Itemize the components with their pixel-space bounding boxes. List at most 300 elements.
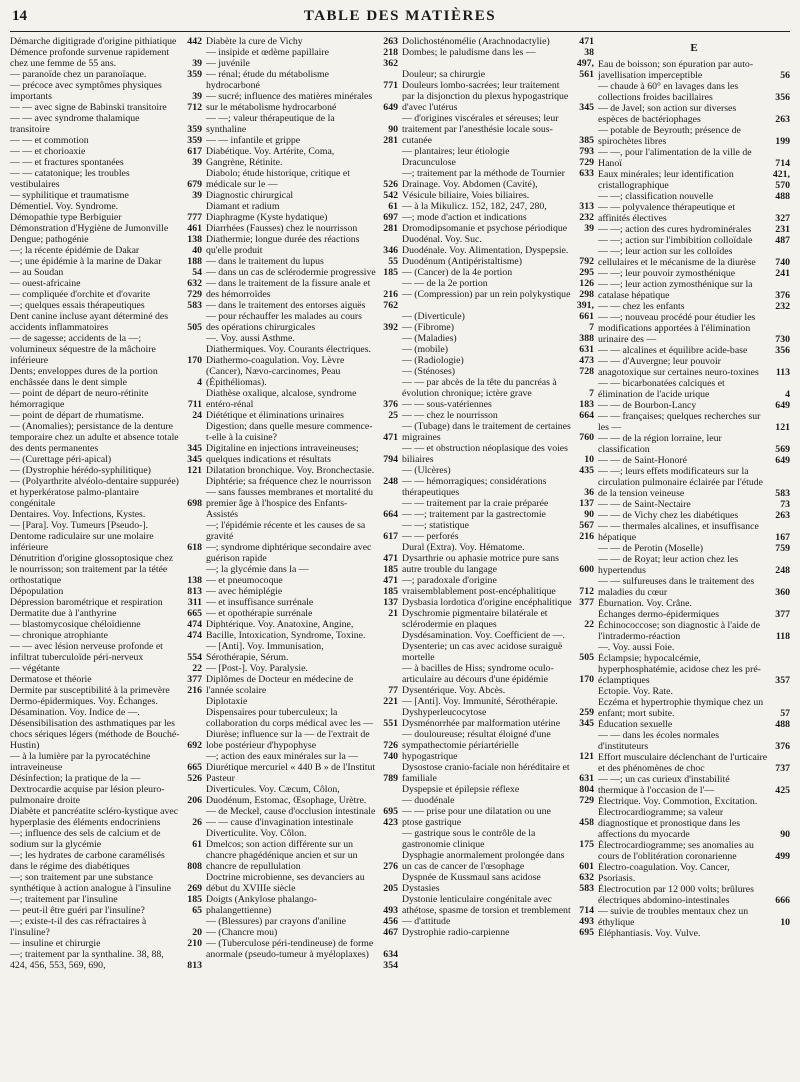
index-entry xyxy=(10,223,202,234)
index-entry xyxy=(206,421,398,443)
entry-text: — peut-il être guéri par l'insuline? xyxy=(10,905,145,916)
entry-text: Diabétique. Voy. Artérite, Coma, Gangrène, Rétinite. xyxy=(206,146,335,168)
entry-text: — à la Mikulicz. 152, 182, 247, 280, xyxy=(402,201,547,212)
index-entry xyxy=(10,685,202,696)
entry-text: — —; action des cures hydrominérales xyxy=(598,224,752,235)
entry-page: 804 xyxy=(579,784,594,795)
entry-page: 39 xyxy=(584,223,594,234)
entry-page: 218 xyxy=(383,47,398,58)
entry-text: — — avec syndrome thalamique transitoire xyxy=(10,113,140,135)
entry-text: Éléphantiasis. Voy. Vulve. xyxy=(598,928,701,939)
index-entry xyxy=(402,179,594,201)
index-entry xyxy=(402,806,594,828)
index-entry xyxy=(598,862,790,884)
entry-text: Dyschromie pigmentaire bilatérale et sclérodermie en plaques xyxy=(402,608,548,630)
entry-text: — point de départ de rhumatisme. xyxy=(10,410,144,421)
entry-page: 77 xyxy=(388,685,398,696)
entry-text: Dépopulation xyxy=(10,586,64,597)
entry-page: 793 xyxy=(579,146,594,157)
entry-page: 298 xyxy=(579,289,594,300)
entry-text: — — et obstruction néoplasique des voies biliaires xyxy=(402,443,568,465)
entry-page: 388 xyxy=(579,333,594,344)
entry-text: — —; classification nouvelle xyxy=(598,191,714,202)
index-entry xyxy=(10,113,202,135)
index-entry xyxy=(206,784,398,806)
index-entry xyxy=(206,641,398,663)
entry-page: 20 xyxy=(192,927,202,938)
entry-text: — —; leur pouvoir zymosthénique xyxy=(598,268,736,279)
entry-page: 232 xyxy=(579,212,594,223)
entry-text: Éburnation. Voy. Crâne. xyxy=(598,598,692,609)
entry-text: Eaux minérales; leur identification cristallographique xyxy=(598,169,734,191)
entry-page: 493 xyxy=(383,905,398,916)
entry-page: 664 xyxy=(579,410,594,421)
index-entry xyxy=(402,300,594,322)
index-entry xyxy=(402,828,594,850)
index-entry xyxy=(598,653,790,686)
entry-page: 456 xyxy=(383,916,398,927)
index-entry xyxy=(598,356,790,378)
entry-page: 121 xyxy=(187,465,202,476)
entry-text: Dermo-épidermiques. Voy. Échanges. xyxy=(10,696,158,707)
index-entry xyxy=(598,455,790,466)
index-entry xyxy=(10,663,202,674)
entry-page: 729 xyxy=(579,795,594,806)
index-entry xyxy=(598,620,790,642)
entry-page: 248 xyxy=(383,476,398,487)
entry-page: 467 xyxy=(383,927,398,938)
index-entry xyxy=(598,411,790,433)
entry-page: 695 xyxy=(383,806,398,817)
entry-text: —; une épidémie à la marine de Dakar xyxy=(10,256,162,267)
entry-text: Diurèse; influence sur la — de l'extrait de lobe postérieur d'hypophyse xyxy=(206,729,370,751)
index-entry xyxy=(10,641,202,663)
index-entry xyxy=(10,520,202,531)
entry-text: Éducation sexuelle xyxy=(598,719,673,730)
entry-page: 113 xyxy=(775,367,790,378)
entry-page: 313 xyxy=(579,201,594,212)
index-entry xyxy=(402,355,594,366)
index-entry xyxy=(598,796,790,807)
entry-text: — et insuffisance surrénale xyxy=(206,597,314,608)
entry-page: 792 xyxy=(579,256,594,267)
index-entry xyxy=(598,840,790,862)
entry-page: 21 xyxy=(388,608,398,619)
entry-text: Dent canine incluse ayant déterminé des accidents inflammatoires xyxy=(10,311,169,333)
index-entry xyxy=(402,289,594,300)
entry-text: — d'origines viscérales et séreuses; leur traitement par l'anesthésie locale sous-cutanée xyxy=(402,113,559,146)
entry-page: 649 xyxy=(775,455,790,466)
entry-text: — suivie de troubles mentaux chez un éthylique xyxy=(598,906,749,928)
entry-text: Diverticules. Voy. Cæcum, Côlon, Duodénum, Estomac, Œsophage, Urètre. xyxy=(206,784,367,806)
entry-text: Dentome radiculaire sur une molaire inférieure xyxy=(10,531,154,553)
index-entry xyxy=(206,674,398,696)
entry-text: —; syndrome diphtérique secondaire avec guérison rapide xyxy=(206,542,372,564)
entry-text: — — de Royat; leur action chez les hypertendus xyxy=(598,554,739,576)
entry-text: Digestion; dans quelle mesure commence-t-elle à la cuisine? xyxy=(206,421,373,443)
index-entry xyxy=(598,730,790,752)
index-entry xyxy=(206,278,398,300)
index-entry xyxy=(10,916,202,938)
index-entry xyxy=(206,135,398,146)
entry-page: 170 xyxy=(187,355,202,366)
entry-text: — —; leur action sur les colloïdes cellulaires et le mécanisme de la diurèse xyxy=(598,246,756,268)
entry-page: 216 xyxy=(579,531,594,542)
entry-text: Dispensaires pour tuberculeux; la collaboration du corps médical avec les — xyxy=(206,707,374,729)
index-entry xyxy=(10,509,202,520)
entry-text: — — perforés xyxy=(402,531,459,542)
entry-page: 360 xyxy=(775,587,790,598)
entry-page: 583 xyxy=(775,488,790,499)
entry-page: 54 xyxy=(192,267,202,278)
index-entry xyxy=(206,828,398,839)
entry-text: — — de Saint-Honoré xyxy=(598,455,687,466)
index-entry xyxy=(10,630,202,641)
index-entry xyxy=(10,410,202,421)
index-entry xyxy=(402,377,594,399)
entry-text: — d'attitude xyxy=(402,916,451,927)
entry-text: — végétante xyxy=(10,663,60,674)
index-entry xyxy=(10,201,202,212)
entry-text: — (Diverticule) xyxy=(402,311,465,322)
index-entry xyxy=(206,311,398,333)
entry-page: 359 xyxy=(187,135,202,146)
index-entry xyxy=(402,366,594,377)
entry-page: 4 xyxy=(197,377,202,388)
entry-text: — — de la région lorraine, leur classification xyxy=(598,433,722,455)
entry-page: 632 xyxy=(187,278,202,289)
entry-text: — — dans les écoles normales d'instituteurs xyxy=(598,730,720,752)
entry-text: — [Anti]. Voy. Immunité, Sérothérapie. xyxy=(402,696,558,707)
index-entry xyxy=(402,498,594,509)
index-entry xyxy=(10,388,202,410)
entry-page: 25 xyxy=(388,410,398,421)
entry-text: Dents; enveloppes dures de la portion enchâssée dans le dent simple xyxy=(10,366,158,388)
index-entry xyxy=(10,773,202,784)
index-entry xyxy=(598,312,790,345)
entry-page: 183 xyxy=(579,399,594,410)
entry-page: 423 xyxy=(383,817,398,828)
entry-page: 40 xyxy=(192,245,202,256)
index-entry xyxy=(598,103,790,125)
entry-page: 138 xyxy=(187,234,202,245)
entry-page: 121 xyxy=(579,751,594,762)
entry-text: — à bacilles de Hiss; syndrome oculo-articulaire au décours d'une épidémie xyxy=(402,663,554,685)
entry-text: — — et fractures spontanées xyxy=(10,157,124,168)
entry-page: 777 xyxy=(187,212,202,223)
entry-text: Duodénum (Antipéristaltisme) xyxy=(402,256,522,267)
entry-text: — — alcalines et équilibre acide-base xyxy=(598,345,748,356)
entry-text: Diathermie; longue durée des réactions qu'elle produit xyxy=(206,234,360,256)
index-columns xyxy=(10,36,790,1076)
index-entry xyxy=(402,58,594,80)
entry-text: Échinococcose; son diagnostic à l'aide de l'intradermo-réaction xyxy=(598,620,760,642)
entry-page: 600 xyxy=(579,564,594,575)
entry-text: Effort musculaire déclenchant de l'urticaire et des phénomènes de choc xyxy=(598,752,768,774)
entry-text: Électrocardiogramme; sa valeur diagnostique et pronostique dans les affections du myocarde xyxy=(598,807,741,840)
entry-text: — sucré; influence des matières minérales sur le métabolisme hydrocarboné xyxy=(206,91,373,113)
index-entry xyxy=(10,366,202,388)
entry-page: 461 xyxy=(187,223,202,234)
entry-page: 421, 570 xyxy=(772,169,790,191)
entry-page: 65 xyxy=(192,905,202,916)
entry-text: —; existe-t-il des cas réfractaires à l'insuline? xyxy=(10,916,147,938)
section-letter: E xyxy=(690,42,698,54)
entry-text: Diathèse oxalique, alcalose, syndrome entéro-rénal xyxy=(206,388,357,410)
index-entry xyxy=(10,421,202,454)
entry-text: — — et commotion xyxy=(10,135,89,146)
entry-text: Diplotaxie xyxy=(206,696,248,707)
entry-text: Dysenterie; un cas avec acidose suraiguë mortelle xyxy=(402,641,563,663)
entry-text: Diaphragme (Kyste hydatique) xyxy=(206,212,328,223)
entry-page: 633 xyxy=(579,168,594,179)
entry-text: Dysarthrie ou aphasie motrice pure sans autre trouble du langage xyxy=(402,553,559,575)
entry-page: 664 xyxy=(383,509,398,520)
entry-text: Démentiel. Voy. Syndrome. xyxy=(10,201,119,212)
entry-page: 808 xyxy=(187,861,202,872)
entry-page: 376 xyxy=(775,290,790,301)
index-entry xyxy=(206,91,398,113)
entry-page: 392 xyxy=(383,322,398,333)
entry-text: — ouest-africaine xyxy=(10,278,81,289)
entry-page: 346 xyxy=(383,245,398,256)
entry-text: Douleurs lombo-sacrées; leur traitement par la disjonction du plexus hypogastrique d'avec l'utérus xyxy=(402,80,569,113)
entry-text: — et opothérapie surrénale xyxy=(206,608,313,619)
index-entry xyxy=(206,355,398,388)
entry-page: 7 xyxy=(589,322,594,333)
entry-page: 345 xyxy=(579,718,594,729)
entry-text: Dilatation bronchique. Voy. Bronchectasie. xyxy=(206,465,375,476)
entry-page: 471 xyxy=(383,575,398,586)
index-entry xyxy=(402,718,594,729)
entry-text: Doctrine microbienne, ses devanciers au début du XVIIIe siècle xyxy=(206,872,365,894)
entry-text: — dans le traitement du lupus xyxy=(206,256,324,267)
index-entry xyxy=(206,113,398,135)
index-entry xyxy=(206,58,398,69)
entry-text: — insipide et œdème papillaire xyxy=(206,47,329,58)
entry-page: 471 xyxy=(579,36,594,47)
index-entry xyxy=(598,697,790,719)
entry-text: Dermatose et théorie xyxy=(10,674,92,685)
index-entry xyxy=(402,443,594,465)
index-entry xyxy=(10,905,202,916)
entry-page: 281 xyxy=(383,223,398,234)
index-entry xyxy=(206,168,398,190)
entry-page: 499 xyxy=(775,851,790,862)
index-entry xyxy=(10,586,202,597)
entry-text: Diabète la cure de Vichy xyxy=(206,36,303,47)
entry-page: 10 xyxy=(780,917,790,928)
index-entry xyxy=(402,927,594,938)
entry-page: 359 xyxy=(187,69,202,80)
entry-page: 631 xyxy=(579,344,594,355)
entry-text: Duodénal. Voy. Suc. xyxy=(402,234,482,245)
index-entry xyxy=(402,256,594,267)
index-entry xyxy=(10,190,202,201)
index-entry xyxy=(598,191,790,202)
entry-page: 729 xyxy=(187,289,202,300)
index-entry xyxy=(10,476,202,509)
entry-page: 359 xyxy=(187,124,202,135)
page-number: 14 xyxy=(12,8,27,24)
entry-page: 377 xyxy=(187,674,202,685)
entry-page: 712 xyxy=(579,586,594,597)
index-entry xyxy=(206,487,398,520)
entry-text: Eau de boisson; son épuration par auto-javellisation imperceptible xyxy=(598,59,754,81)
entry-text: Dysphagie anormalement prolongée dans un cas de cancer de l'œsophage xyxy=(402,850,565,872)
entry-text: —; l'épidémie récente et les causes de sa gravité xyxy=(206,520,366,542)
entry-text: Électrocution par 12 000 volts; brûlures électriques abdomino-intestinales xyxy=(598,884,754,906)
entry-text: — — infantile et grippe xyxy=(206,135,301,146)
index-entry xyxy=(206,476,398,487)
entry-text: — — cause d'invagination intestinale xyxy=(206,817,354,828)
index-entry xyxy=(402,531,594,542)
entry-text: Éclampsie; hypocalcémie, hyperphosphatémie, acidose chez les pré-éclamptiques xyxy=(598,653,761,686)
entry-text: — (Polyarthrite alvéolo-dentaire suppurée) et hyperkératose palmo-plantaire congénitale xyxy=(10,476,179,509)
index-entry xyxy=(206,575,398,586)
entry-page: 259 xyxy=(579,707,594,718)
entry-page: 711 xyxy=(187,399,202,410)
index-entry xyxy=(10,333,202,366)
entry-text: — paranoïde chez un paranoïaque. xyxy=(10,69,147,80)
index-entry xyxy=(10,949,202,971)
index-entry xyxy=(402,883,594,894)
index-entry xyxy=(10,311,202,333)
index-entry xyxy=(402,850,594,872)
index-entry xyxy=(402,322,594,333)
entry-text: Dystonie lenticulaire congénitale avec athétose, spasme de torsion et tremblement xyxy=(402,894,571,916)
index-entry xyxy=(402,575,594,597)
entry-page: 692 xyxy=(187,740,202,751)
entry-text: — — de Vichy chez les diabétiques xyxy=(598,510,739,521)
entry-text: — [Post-]. Voy. Paralysie. xyxy=(206,663,308,674)
entry-page: 789 xyxy=(383,773,398,784)
entry-page: 4 xyxy=(785,389,790,400)
entry-text: — (mobile) xyxy=(402,344,448,355)
index-entry xyxy=(598,884,790,906)
entry-text: — dans le traitement de la fissure anale et des hémorroïdes xyxy=(206,278,371,300)
entry-page: 10 xyxy=(584,454,594,465)
index-entry xyxy=(206,916,398,927)
entry-page: 55 xyxy=(388,256,398,267)
entry-page: 813 xyxy=(187,960,202,971)
index-entry xyxy=(598,499,790,510)
index-entry xyxy=(402,608,594,630)
entry-page: 385 xyxy=(579,135,594,146)
entry-page: 90 xyxy=(584,509,594,520)
entry-text: — — sulfureuses dans le traitement des maladies du cœur xyxy=(598,576,755,598)
index-entry xyxy=(206,388,398,410)
entry-text: Électro-coagulation. Voy. Cancer, Psoriasis. xyxy=(598,862,730,884)
entry-text: Dépression barométrique et respiration xyxy=(10,597,163,608)
entry-text: — — traitement par la craie préparée xyxy=(402,498,549,509)
entry-text: Dromodipsomanie et psychose périodique xyxy=(402,223,568,234)
entry-text: — —; statistique xyxy=(402,520,469,531)
index-entry xyxy=(598,543,790,554)
index-entry xyxy=(206,443,398,465)
index-entry xyxy=(206,894,398,916)
index-entry xyxy=(402,762,594,784)
entry-text: Dysménorrhée par malformation utérine xyxy=(402,718,561,729)
index-entry xyxy=(598,576,790,598)
index-entry xyxy=(402,685,594,696)
index-entry xyxy=(206,751,398,762)
entry-text: — — de la 2e portion xyxy=(402,278,488,289)
entry-text: Dyshyperleucocytose xyxy=(402,707,487,718)
entry-page: 425 xyxy=(775,785,790,796)
index-entry xyxy=(10,267,202,278)
entry-page: 39 xyxy=(192,58,202,69)
entry-text: Dracunculose xyxy=(402,157,456,168)
entry-text: Dentaires. Voy. Infections, Kystes. xyxy=(10,509,146,520)
entry-text: Diphtérique. Voy. Anatoxine, Angine, Bacille, Intoxication, Syndrome, Toxine. xyxy=(206,619,366,641)
entry-page: 188 xyxy=(187,256,202,267)
entry-text: — — chez le nourrisson xyxy=(402,410,498,421)
index-entry xyxy=(402,201,594,212)
entry-text: — au Soudan xyxy=(10,267,64,278)
index-entry xyxy=(598,169,790,191)
entry-text: Diététique et éliminations urinaires xyxy=(206,410,344,421)
entry-page: 56 xyxy=(780,70,790,81)
index-entry xyxy=(598,202,790,224)
entry-text: — — d'Auvergne; leur pouvoir anagotoxique sur certaines neuro-toxines xyxy=(598,356,759,378)
index-entry xyxy=(402,421,594,443)
entry-text: Dystrophie radio-carpienne xyxy=(402,927,510,938)
entry-page: 376 xyxy=(775,741,790,752)
entry-page: 263 xyxy=(775,114,790,125)
entry-text: — — catatonique; les troubles vestibulaires xyxy=(10,168,130,190)
entry-text: Dénutrition d'origine glossoptosique chez le nourrisson; son traitement par la tétée orthostatique xyxy=(10,553,174,586)
entry-page: 170 xyxy=(579,674,594,685)
entry-page: 377 xyxy=(775,609,790,620)
entry-text: — (Cancer) de la 4e portion xyxy=(402,267,513,278)
entry-text: — insuline et chirurgie xyxy=(10,938,101,949)
entry-page: 617 xyxy=(383,531,398,542)
entry-text: —; traitement par la méthode de Tournier xyxy=(402,168,565,179)
index-entry xyxy=(402,278,594,289)
entry-text: Dysbasia lordotica d'origine encéphalitique xyxy=(402,597,572,608)
entry-page: 391, 661 xyxy=(576,300,594,322)
index-entry xyxy=(206,344,398,355)
entry-page: 221 xyxy=(383,696,398,707)
entry-page: 138 xyxy=(187,575,202,586)
entry-text: — chronique atrophiante xyxy=(10,630,108,641)
index-entry xyxy=(206,663,398,674)
entry-page: 167 xyxy=(775,532,790,543)
index-entry xyxy=(206,927,398,938)
entry-page: 542 xyxy=(383,190,398,201)
entry-text: Désamination. Voy. Indice de —. xyxy=(10,707,140,718)
entry-text: — point de départ de neuro-rétinite hémorragique xyxy=(10,388,149,410)
index-entry xyxy=(402,872,594,883)
column-2 xyxy=(206,36,398,1076)
entry-text: — —, pour l'alimentation de la ville de Hanoï xyxy=(598,147,752,169)
entry-text: —. Voy. aussi Asthme. xyxy=(206,333,295,344)
entry-text: Digitaline en injections intraveineuses; quelques indications et résultats xyxy=(206,443,359,465)
index-entry xyxy=(402,465,594,476)
entry-page: 794 xyxy=(383,454,398,465)
entry-text: Diarrhées (Fausses) chez le nourrisson xyxy=(206,223,358,234)
entry-page: 206 xyxy=(187,795,202,806)
entry-text: — [Para]. Voy. Tumeurs [Pseudo-]. xyxy=(10,520,149,531)
entry-page: 231 xyxy=(775,224,790,235)
entry-page: 205 xyxy=(383,883,398,894)
entry-text: —; la récente épidémie de Dakar xyxy=(10,245,140,256)
entry-page: 248 xyxy=(775,565,790,576)
entry-text: — plantaires; leur étiologie xyxy=(402,146,510,157)
entry-page: 24 xyxy=(192,410,202,421)
entry-text: — (Radiologie) xyxy=(402,355,464,366)
